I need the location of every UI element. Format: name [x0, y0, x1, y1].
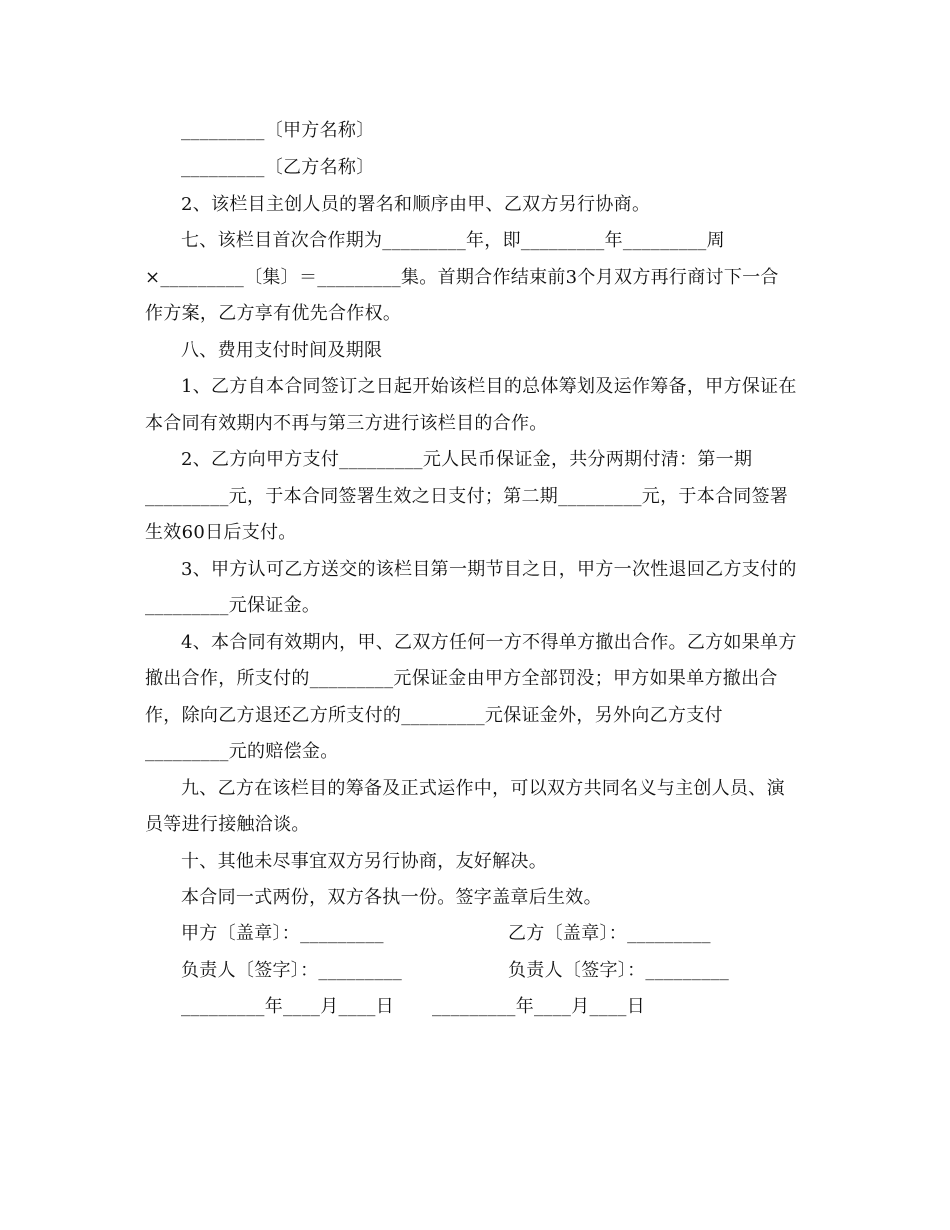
body-line: 作，除向乙方退还乙方所支付的_________元保证金外，另外向乙方支付	[145, 705, 723, 726]
body-line: _________元，于本合同签署生效之日支付；第二期_________元，于本合同签署	[145, 486, 789, 507]
party-b-date: _________年____月____日	[432, 996, 645, 1017]
section-heading: 八、费用支付时间及期限	[181, 340, 383, 361]
body-line: 3、甲方认可乙方送交的该栏目第一期节目之日，甲方一次性退回乙方支付的	[181, 559, 797, 580]
body-line: 生效60日后支付。	[145, 522, 297, 543]
body-line: ×_________〔集〕＝_________集。首期合作结束前3个月双方再行商讨下一合	[145, 267, 779, 288]
body-line: 1、乙方自本合同签订之日起开始该栏目的总体筹划及运作筹备，甲方保证在	[181, 376, 797, 397]
body-line: _________元的赔偿金。	[145, 741, 339, 762]
body-line: 员等进行接触洽谈。	[145, 814, 310, 835]
party-a-name-line: _________〔甲方名称〕	[181, 120, 375, 141]
body-line: 4、本合同有效期内，甲、乙双方任何一方不得单方撤出合作。乙方如果单方	[181, 632, 797, 653]
party-b-seal: 乙方〔盖章〕：_________	[508, 923, 711, 944]
body-line: 七、该栏目首次合作期为_________年，即_________年_________周	[181, 230, 725, 251]
body-line: 十、其他未尽事宜双方另行协商，友好解决。	[181, 851, 547, 872]
body-line: 2、乙方向甲方支付_________元人民币保证金，共分两期付清：第一期	[181, 449, 753, 470]
body-line: 撤出合作，所支付的_________元保证金由甲方全部罚没；甲方如果单方撤出合	[145, 668, 778, 689]
party-a-seal: 甲方〔盖章〕：_________	[181, 923, 384, 944]
body-line: _________元保证金。	[145, 595, 321, 616]
party-a-signer: 负责人〔签字〕：_________	[181, 960, 403, 981]
body-line: 本合同有效期内不再与第三方进行该栏目的合作。	[145, 413, 548, 434]
party-b-name-line: _________〔乙方名称〕	[181, 157, 375, 178]
body-line: 作方案，乙方享有优先合作权。	[145, 303, 402, 324]
body-line: 本合同一式两份，双方各执一份。签字盖章后生效。	[181, 887, 602, 908]
party-a-date: _________年____月____日	[181, 996, 394, 1017]
body-line: 2、该栏目主创人员的署名和顺序由甲、乙双方另行协商。	[181, 194, 651, 215]
body-line: 九、乙方在该栏目的筹备及正式运作中，可以双方共同名义与主创人员、演	[181, 778, 785, 799]
party-b-signer: 负责人〔签字〕：_________	[508, 960, 730, 981]
